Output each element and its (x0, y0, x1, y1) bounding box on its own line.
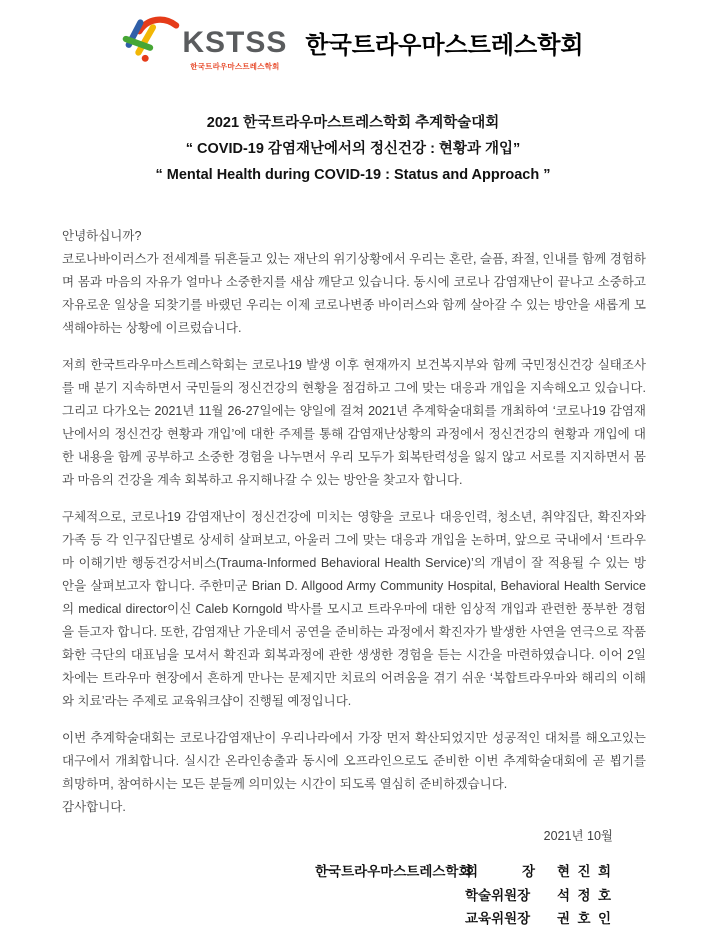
conference-title-line2: “ COVID-19 감염재난에서의 정신건강 : 현황과 개입” (185, 141, 521, 157)
kstss-logo-mark-icon (122, 12, 180, 64)
signature-title-president: 회 장 (465, 864, 535, 879)
signature-block (0, 860, 706, 931)
body-paragraph-3: 구체적으로, 코로나19 감염재난이 정신건강에 미치는 영향을 코로나 대응인력, 청소년, 취약집단, 확진자와 가족 등 각 인구집단별로 상세히 살펴보고, 아울러 그에 맞는 대응과 개입을 논하며, 앞으로 국내에서 ‘트라우마 이해기반 행동건강서비스(Trauma-Informed Behavioral Health Service)’의 개념이 잘 적용될 수 있는 방안을 살펴보고자 합니다. 주한미군 Brian D. Allgood Army Community Hospital, Behavioral Health Service의 medical director이신 Caleb Korngold 박사를 모시고 트라우마에 대한 임상적 개입과 관련한 풍부한 경험을 듣고자 합니다. 또한, 감염재난 가운데서 공연을 준비하는 과정에서 확진자가 발생한 사연을 연극으로 작품화한 극단의 대표님을 모셔서 확진과 회복과정에 관한 생생한 경험을 듣는 시간을 마련하였습니다. 이어 2일차에는 트라우마 현장에서 흔하게 만나는 문제지만 치료의 어려움을 겪기 쉬운 ‘복합트라우마와 해리의 이해와 치료’라는 주제로 교육워크샵이 진행될 예정입니다. (62, 510, 646, 708)
greeting-paragraph: 안녕하십니까? (62, 229, 142, 243)
signature-name-president: 현 진 희 (557, 864, 611, 879)
kstss-acronym: KSTSS (182, 26, 288, 59)
kstss-wordmark (182, 28, 287, 72)
organization-title: 한국트라우마스트레스학회 (305, 31, 584, 59)
closing-thanks: 감사합니다. (62, 800, 126, 814)
kstss-logo (122, 12, 287, 72)
signature-title-education-chair: 교육위원장 (465, 911, 531, 926)
body-paragraph-2: 저희 한국트라우마스트레스학회는 코로나19 발생 이후 현재까지 보건복지부와 함께 국민정신건강 실태조사를 매 분기 지속하면서 국민들의 정신건강의 현황을 점검하고 그에 맞는 대응과 개입을 지속해오고 있습니다. 그리고 다가오는 2021년 11월 26-27일에는 양일에 걸쳐 2021년 추계학술대회를 개최하여 ‘코로나19 감염재난에서의 정신건강 현황과 개입’에 대한 주제를 통해 감염재난상황의 과정에서 정신건강의 현황과 개입에 대한 내용을 함께 공부하고 소중한 경험을 나누면서 우리 모두가 회복탄력성을 잃지 않고 서로를 지지하면서 몸과 마음의 건강을 계속 회복하고 유지해나갈 수 있는 방안을 찾고자 합니다. (62, 358, 646, 487)
conference-title-line3: “ Mental Health during COVID-19 : Status and Approach ” (155, 167, 551, 183)
signature-row (315, 907, 611, 931)
signature-title-academic-chair: 학술위원장 (465, 887, 531, 903)
conference-title-line1: 2021 한국트라우마스트레스학회 추계학술대회 (206, 115, 500, 131)
body-paragraph-4: 이번 추계학술대회는 코로나감염재난이 우리나라에서 가장 먼저 확산되었지만 성공적인 대처를 해오고있는 대구에서 개최합니다. 실시간 온라인송출과 동시에 오프라인으로도 준비한 이번 추계학술대회에 곧 뵙기를 희망하며, 참여하시는 모든 분들께 의미있는 시간이 되도록 열심히 준비하겠습니다. (62, 731, 646, 791)
letter-date: 2021년 10월 (543, 829, 613, 843)
conference-title-block (0, 110, 706, 188)
letter-body (62, 225, 646, 819)
signature-row (315, 860, 611, 884)
kstss-subtext: 한국트라우마스트레스학회 (190, 62, 280, 71)
header (0, 0, 706, 72)
signature-name-academic-chair: 석 정 호 (557, 887, 611, 903)
signature-name-education-chair: 권 호 인 (557, 911, 611, 926)
signature-row (315, 884, 611, 908)
signature-org: 한국트라우마스트레스학회 (315, 864, 472, 879)
body-paragraph-1: 코로나바이러스가 전세계를 뒤흔들고 있는 재난의 위기상황에서 우리는 혼란, 슬픔, 좌절, 인내를 함께 경험하며 몸과 마음의 자유가 얼마나 소중한지를 새삼 깨닫고 있습니다. 동시에 코로나 감염재난이 끝나고 소중하고 자유로운 일상을 되찾기를 바랬던 우리는 이제 코로나변종 바이러스와 함께 살아갈 수 있는 방안을 새롭게 모색해야하는 상황에 이르렀습니다. (62, 252, 646, 335)
